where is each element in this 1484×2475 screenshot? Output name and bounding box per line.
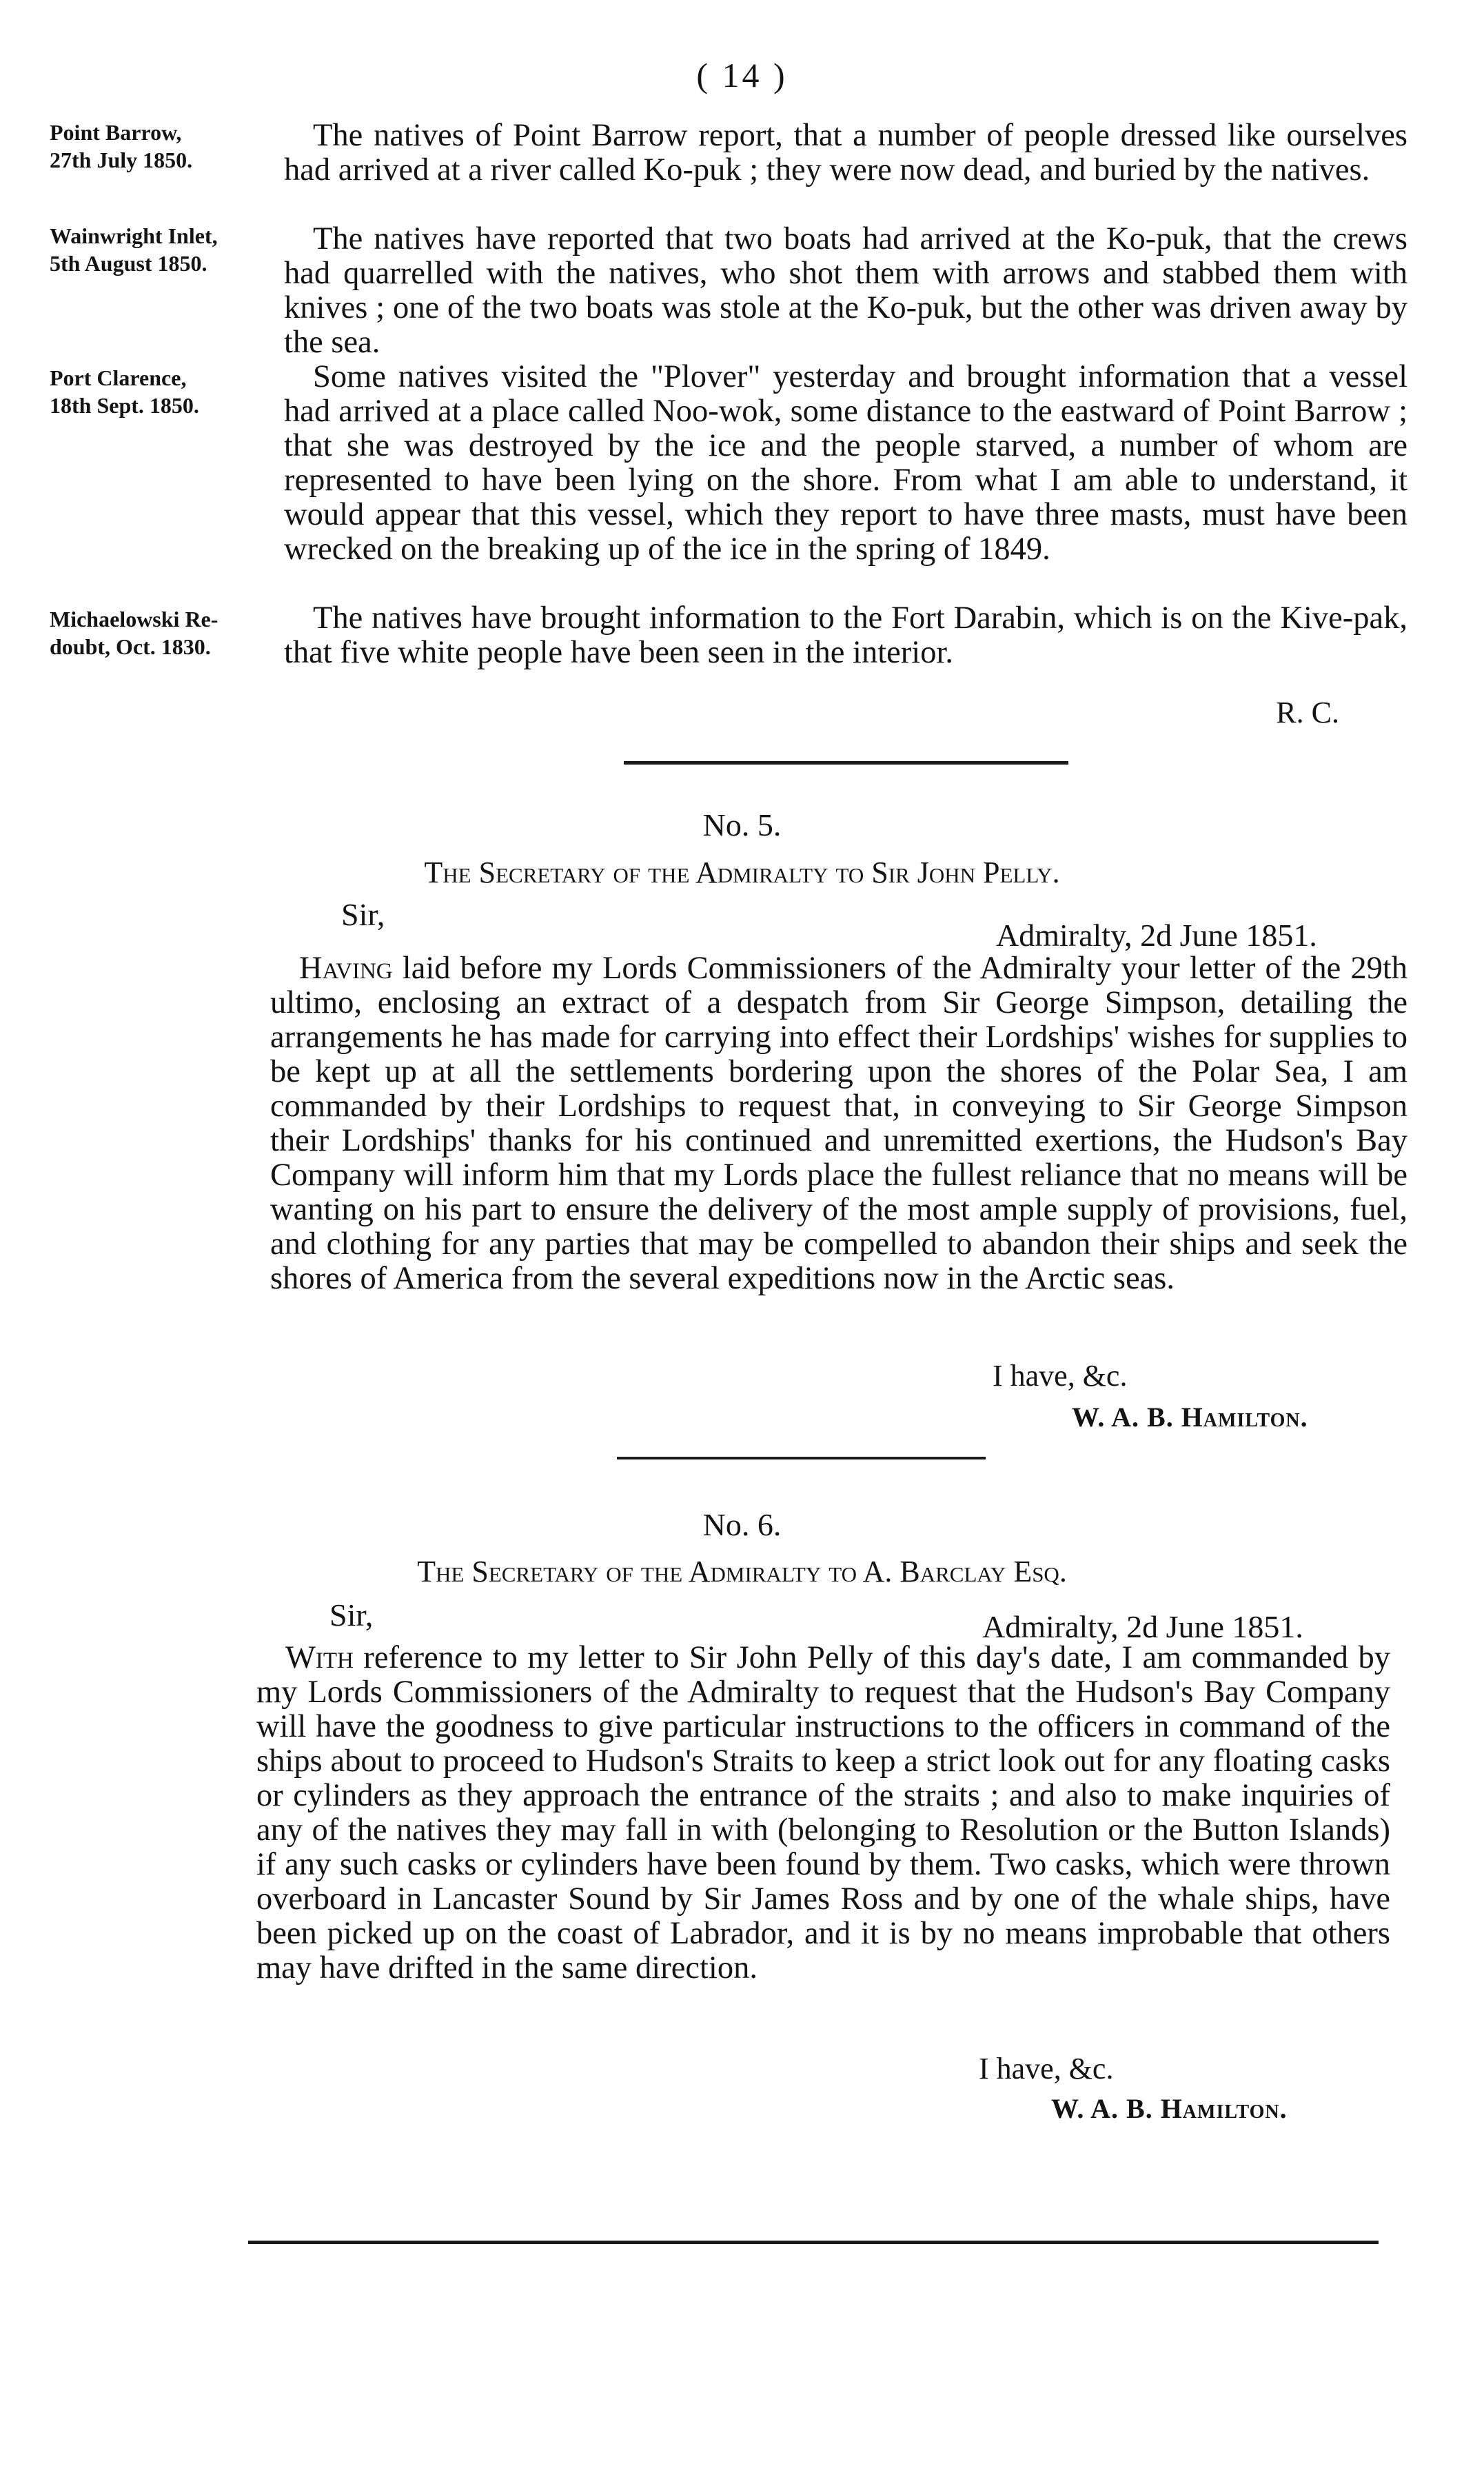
report-paragraph: The natives have reported that two boats had arrived at the Ko-puk, that the crews had quarrelled with the natives, who shot them with arrows and stabbed them with knives ; one of the two boats was stole at the Ko-puk, but the other was driven away by the sea. (284, 221, 1407, 360)
margin-note-line: Wainwright Inlet, (50, 223, 218, 248)
margin-note-line: doubt, Oct. 1830. (50, 634, 211, 659)
letter-5-heading: The Secretary of the Admiralty to Sir John Pelly. (424, 856, 1060, 889)
letter-5-body-text: laid before my Lords Commissioners of the Admiralty your letter of the 29th ultimo, enclosing an extract of a despatch from Sir George Simpson, detailing the arrangements he has made for carrying into effect their Lordships' wishes for supplies to be kept up at all the settlements bordering upon the shores of the Polar Sea, I am commanded by their Lordships to request that, in conveying to Sir George Simpson their Lordships' thanks for his continued and unremitted exertions, the Hudson's Bay Company will inform him that my Lords place the fullest reliance that no means will be wanting on his part to ensure the delivery of the most ample supply of provisions, fuel, and clothing for any parties that may be compelled to abandon their ships and seek the shores of America from the several expeditions now in the Arctic seas. (270, 951, 1407, 1296)
letter-5-paragraph (270, 951, 1407, 1296)
margin-note-line: 5th August 1850. (50, 251, 207, 276)
letter-6-salutation: Sir, (329, 1597, 374, 1633)
section-divider (617, 1457, 986, 1459)
page-end-rule (248, 2241, 1379, 2244)
document-number-6: No. 6. (702, 1507, 782, 1542)
document-number-5: No. 5. (702, 807, 782, 842)
letter-5-closing: I have, &c. (993, 1359, 1128, 1393)
margin-note-port-clarence (50, 364, 263, 419)
letter-6-dateline: Admiralty, 2d June 1851. (982, 1609, 1303, 1644)
margin-note-michaelowski-redoubt (50, 605, 263, 660)
report-paragraph: The natives have brought information to the Fort Darabin, which is on the Kive-pak, that five white people have been seen in the interior. (284, 600, 1407, 670)
margin-note-wainwright-inlet (50, 222, 263, 277)
letter-6-body-text: reference to my letter to Sir John Pelly of this day's date, I am commanded by my Lords Commissioners of the Admiralty to request that the Hudson's Bay Company will have the goodness to give particular instructions to the officers in command of the ships about to proceed to Hudson's Straits to keep a strict look out for any floating casks or cylinders as they approach the entrance of the straits ; and also to make inquiries of any of the natives they may fall in with (belonging to Resolution or the Button Islands) if any such casks or cylinders have been found by them. Two casks, which were thrown overboard in Lancaster Sound by Sir James Ross and by one of the whale ships, have been picked up on the coast of Labrador, and it is by no means improbable that others may have drifted in the same direction. (256, 1640, 1390, 1986)
letter-5-salutation: Sir, (341, 897, 385, 932)
letter-5-opening-word: Having (299, 951, 393, 986)
letter-6-body (256, 1641, 1390, 1986)
letter-5-body (270, 951, 1407, 1296)
margin-note-line: 18th Sept. 1850. (50, 393, 199, 418)
section-divider (624, 761, 1068, 765)
report-paragraph: The natives of Point Barrow report, that a number of people dressed like ourselves had arrived at a river called Ko-puk ; they were now dead, and buried by the natives. (284, 118, 1407, 188)
letter-6-paragraph (256, 1641, 1390, 1986)
letter-6-closing: I have, &c. (979, 2052, 1114, 2085)
margin-note-line: 27th July 1850. (50, 148, 193, 172)
letter-5-signature: W. A. B. Hamilton. (1072, 1402, 1308, 1433)
report-paragraph: Some natives visited the "Plover" yesterday and brought information that a vessel had arrived at a place called Noo-wok, some distance to the eastward of Point Barrow ; that she was destroyed by the ice and the people starved, a number of whom are represented to have been lying on the shore. From what I am able to understand, it would appear that this vessel, which they report to have three masts, must have been wrecked on the breaking up of the ice in the spring of 1849. (284, 359, 1407, 567)
margin-note-point-barrow (50, 119, 263, 174)
letter-5-dateline: Admiralty, 2d June 1851. (996, 918, 1317, 953)
margin-note-line: Michaelowski Re- (50, 607, 218, 632)
letter-6-signature: W. A. B. Hamilton. (1051, 2093, 1288, 2124)
report-text (284, 119, 1407, 670)
margin-note-line: Point Barrow, (50, 120, 182, 145)
margin-note-line: Port Clarence, (50, 365, 187, 390)
letter-6-heading: The Secretary of the Admiralty to A. Barclay Esq. (417, 1555, 1067, 1588)
letter-6-opening-word: With (285, 1640, 354, 1675)
report-initials: R. C. (1276, 696, 1339, 729)
page-number: ( 14 ) (696, 56, 788, 94)
